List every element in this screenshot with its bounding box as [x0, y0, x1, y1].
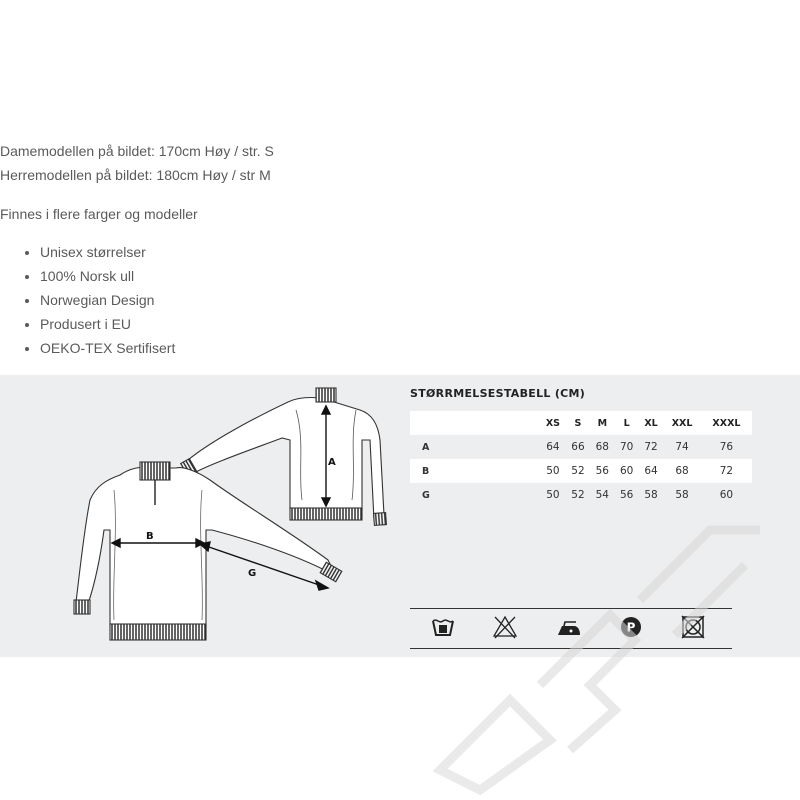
row-label: A	[422, 441, 430, 453]
size-cell: 60	[719, 489, 734, 501]
feature-item: • Unisex størrelser	[40, 243, 175, 267]
size-col-header: L	[623, 417, 630, 429]
size-col-header: XXL	[671, 417, 693, 429]
variants-text: Finnes i flere farger og modeller	[0, 206, 198, 222]
feature-item: • OEKO-TEX Sertifisert	[40, 339, 175, 363]
size-cell: 60	[619, 465, 634, 477]
size-cell: 70	[619, 441, 634, 453]
garment-diagram	[60, 380, 400, 655]
svg-text:P: P	[626, 620, 636, 635]
size-col-header: XS	[545, 417, 560, 429]
row-label: B	[422, 465, 430, 477]
size-cell: 50	[546, 465, 560, 477]
size-col-header: XXXL	[712, 417, 741, 429]
size-cell: 52	[571, 489, 585, 501]
size-cell: 64	[546, 441, 560, 453]
size-table-header	[410, 411, 752, 435]
size-cell: 68	[595, 441, 609, 453]
size-cell: 68	[675, 465, 689, 477]
feature-item: • Norwegian Design	[40, 291, 175, 315]
size-chart-title: STØRRMELSESTABELL (CM)	[410, 387, 586, 400]
size-cell: 58	[644, 489, 658, 501]
table-row	[410, 435, 752, 459]
size-cell: 74	[675, 441, 689, 453]
model-info-women: Damemodellen på bildet: 170cm Høy / str. S	[0, 143, 274, 159]
size-cell: 54	[595, 489, 609, 501]
size-col-header: S	[574, 417, 582, 429]
label-b: B	[146, 531, 154, 542]
model-info-men: Herremodellen på bildet: 180cm Høy / str M	[0, 167, 271, 183]
size-cell: 72	[644, 441, 658, 453]
feature-list	[22, 243, 175, 363]
feature-item: • 100% Norsk ull	[40, 267, 175, 291]
size-cell: 72	[719, 465, 734, 477]
size-cell: 50	[546, 489, 560, 501]
size-col-header: XL	[644, 417, 658, 429]
label-g: G	[248, 568, 257, 579]
size-col-header: M	[597, 417, 608, 429]
size-cell: 56	[619, 489, 634, 501]
feature-item: • Produsert i EU	[40, 315, 175, 339]
size-cell: 52	[571, 465, 585, 477]
size-cell: 66	[571, 441, 585, 453]
size-cell: 58	[675, 489, 689, 501]
label-a: A	[328, 457, 336, 468]
row-label: G	[422, 489, 430, 501]
watermark-logo	[420, 470, 800, 800]
size-cell: 56	[595, 465, 609, 477]
size-cell: 64	[644, 465, 658, 477]
size-cell: 76	[719, 441, 734, 453]
